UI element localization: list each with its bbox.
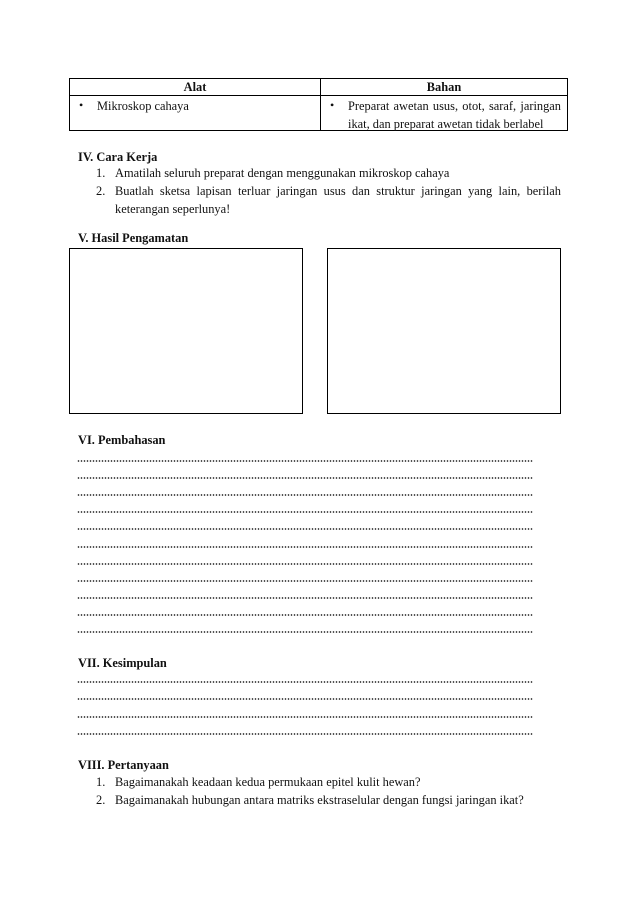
step-number: 2.: [96, 184, 106, 198]
bullet-icon: •: [330, 98, 335, 112]
dotted-answer-line: [77, 494, 533, 496]
dotted-answer-line: [77, 580, 533, 582]
step-text-continued: keterangan seperlunya!: [115, 202, 231, 216]
section-heading-pertanyaan: VIII. Pertanyaan: [78, 758, 169, 772]
dotted-answer-line: [77, 597, 533, 599]
table-cell-alat: [70, 96, 321, 131]
dotted-answer-line: [77, 716, 533, 718]
alat-item: Mikroskop cahaya: [97, 99, 189, 113]
question-number: 1.: [96, 775, 106, 789]
question-text: Bagaimanakah hubungan antara matriks ekstraselular dengan fungsi jaringan ikat?: [115, 793, 524, 807]
section-heading-pembahasan: VI. Pembahasan: [78, 433, 166, 447]
dotted-answer-line: [77, 477, 533, 479]
dotted-answer-line: [77, 733, 533, 735]
dotted-answer-line: [77, 563, 533, 565]
step-number: 1.: [96, 166, 106, 180]
section-heading-kesimpulan: VII. Kesimpulan: [78, 656, 167, 670]
dotted-answer-line: [77, 614, 533, 616]
tools-materials-table: [69, 78, 568, 131]
dotted-answer-line: [77, 546, 533, 548]
bullet-icon: •: [79, 98, 84, 112]
observation-box-left: [69, 248, 303, 414]
dotted-answer-line: [77, 460, 533, 462]
section-heading-hasil: V. Hasil Pengamatan: [78, 231, 189, 245]
question-number: 2.: [96, 793, 106, 807]
table-header-bahan: Bahan: [321, 79, 568, 96]
step-text: Buatlah sketsa lapisan terluar jaringan usus dan struktur jaringan yang lain, berilah: [115, 184, 561, 198]
observation-box-right: [327, 248, 561, 414]
table-header-alat: Alat: [70, 79, 321, 96]
question-text: Bagaimanakah keadaan kedua permukaan epitel kulit hewan?: [115, 775, 421, 789]
dotted-answer-line: [77, 511, 533, 513]
dotted-answer-line: [77, 528, 533, 530]
step-text: Amatilah seluruh preparat dengan menggunakan mikroskop cahaya: [115, 166, 450, 180]
section-heading-cara-kerja: IV. Cara Kerja: [78, 150, 158, 164]
dotted-answer-line: [77, 698, 533, 700]
table-cell-bahan: [321, 96, 568, 131]
dotted-answer-line: [77, 681, 533, 683]
dotted-answer-line: [77, 631, 533, 633]
bahan-item: Preparat awetan usus, otot, saraf, jaringan ikat, dan preparat awetan tidak berlabel: [348, 99, 561, 131]
